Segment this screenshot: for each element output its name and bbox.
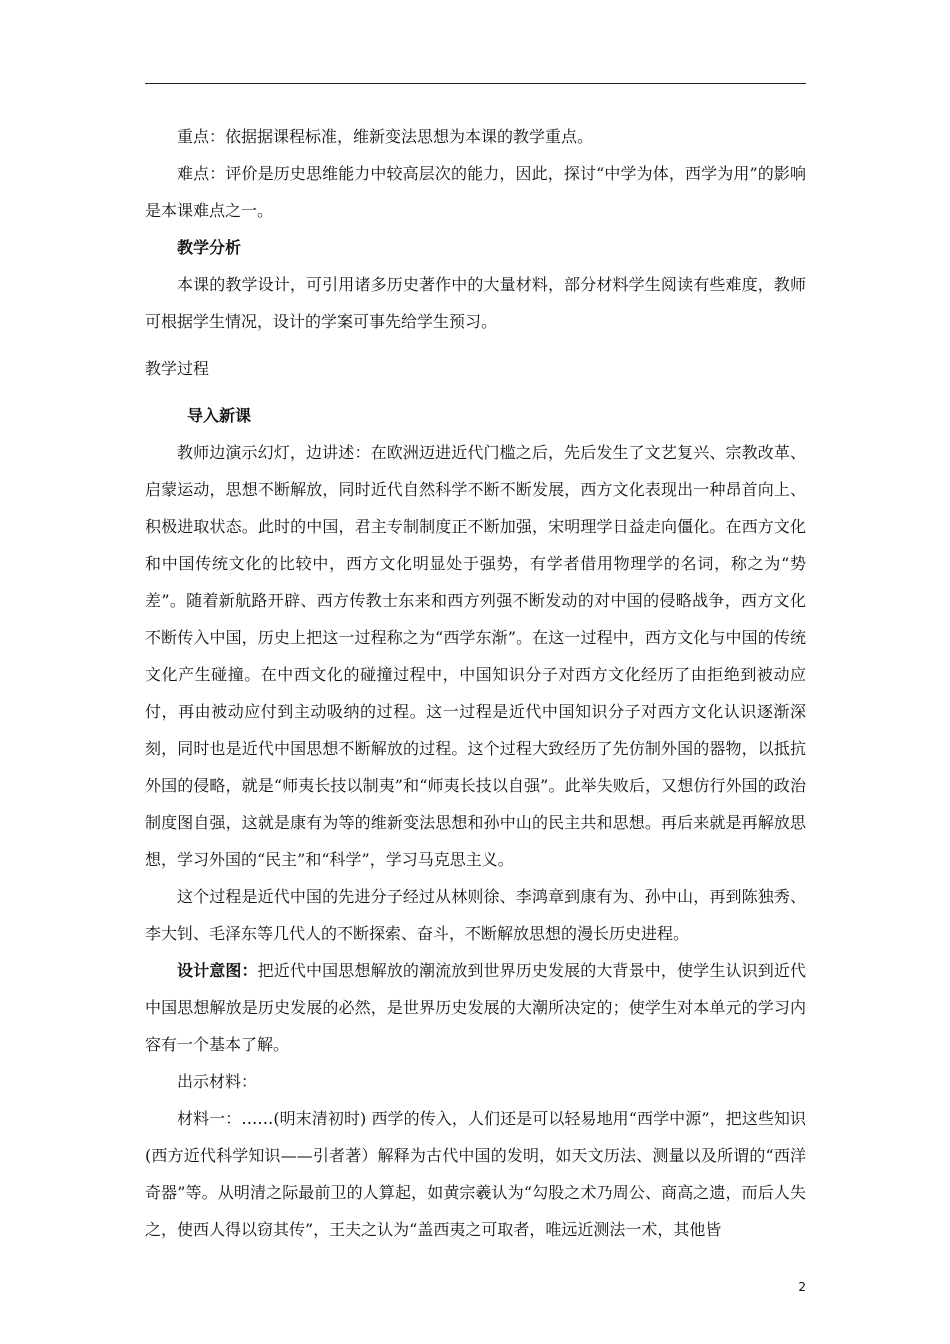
intro-paragraph: 教师边演示幻灯，边讲述：在欧洲迈进近代门槛之后，先后发生了文艺复兴、宗教改革、启蒙运动，思想不断解放，同时近代自然科学不断不断发展，西方文化表现出一种昂首向上、积极进取状态。此时的中国，君主专制制度正不断加强，宋明理学日益走向僵化。在西方文化和中国传统文化的比较中，西方文化明显处于强势，有学者借用物理学的名词，称之为“势差”。随着新航路开辟、西方传教士东来和西方列强不断发动的对中国的侵略战争，西方文化不断传入中国，历史上把这一过程称之为“西学东渐”。在这一过程中，西方文化与中国的传统文化产生碰撞。在中西文化的碰撞过程中，中国知识分子对西方文化经历了由拒绝到被动应付，再由被动应付到主动吸纳的过程。这一过程是近代中国知识分子对西方文化认识逐渐深刻，同时也是近代中国思想不断解放的过程。这个过程大致经历了先仿制外国的器物，以抵抗外国的侵略，就是“师夷长技以制夷”和“师夷长技以自强”。此举失败后，又想仿行外国的政治制度图自强，这就是康有为等的维新变法思想和孙中山的民主共和思想。再后来就是再解放思想，学习外国的“民主”和“科学”，学习马克思主义。 <box>145 443 806 869</box>
materials-label: 出示材料： <box>177 1072 258 1091</box>
difficulty-paragraph: 难点：评价是历史思维能力中较高层次的能力，因此，探讨“中学为体，西学为用”的影响是本课难点之一。 <box>145 164 806 220</box>
page-number: 2 <box>798 1280 806 1294</box>
material-one-paragraph: 材料一：……(明末清初时) 西学的传入，人们还是可以轻易地用“西学中源”，把这些知识(西方近代科学知识——引者著）解释为古代中国的发明，如天文历法、测量以及所谓的“西洋奇器”等。从明清之际最前卫的人算起，如黄宗羲认为“勾股之术乃周公、商高之遗，而后人失之，使西人得以窃其传”，王夫之认为“盖西夷之可取者，唯远近测法一术，其他皆 <box>145 1109 806 1239</box>
key-point-paragraph: 重点：依据据课程标准，维新变法思想为本课的教学重点。 <box>177 127 594 146</box>
document-body <box>145 118 806 1248</box>
design-intent-label: 设计意图： <box>177 961 258 980</box>
analysis-paragraph: 本课的教学设计，可引用诸多历史著作中的大量材料，部分材料学生阅读有些难度，教师可根据学生情况，设计的学案可事先给学生预习。 <box>145 275 806 331</box>
design-intent-text: 把近代中国思想解放的潮流放到世界历史发展的大背景中，使学生认识到近代中国思想解放是历史发展的必然，是世界历史发展的大潮所决定的；使学生对本单元的学习内容有一个基本了解。 <box>145 961 806 1054</box>
intro-heading: 导入新课 <box>187 406 252 425</box>
analysis-heading: 教学分析 <box>177 238 242 257</box>
process-paragraph: 这个过程是近代中国的先进分子经过从林则徐、李鸿章到康有为、孙中山，再到陈独秀、李大钊、毛泽东等几代人的不断探索、奋斗，不断解放思想的漫长历史进程。 <box>145 887 806 943</box>
process-heading: 教学过程 <box>145 359 210 378</box>
header-rule <box>145 83 806 84</box>
design-intent-paragraph <box>145 952 806 1063</box>
